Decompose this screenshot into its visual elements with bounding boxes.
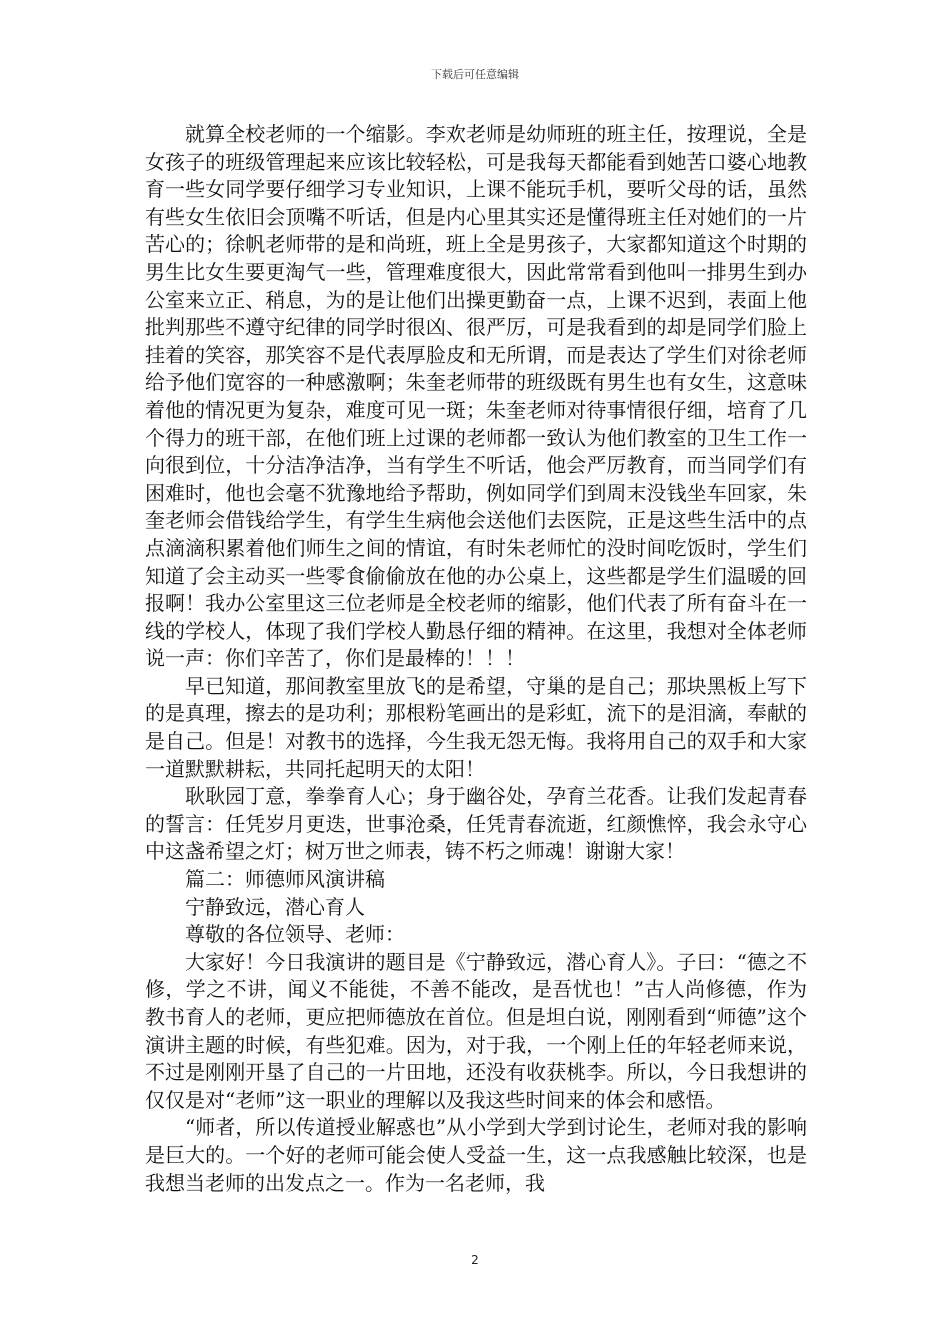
paragraph: 早已知道，那间教室里放飞的是希望，守巢的是自己；那块黑板上写下的是真理，擦去的是功利；那根粉笔画出的是彩虹，流下的是泪滴，奉献的是自己。但是！对教书的选择，今生我无怨无悔。我将用自己的双手和大家一道默默耕耘，共同托起明天的太阳！ xyxy=(145,673,807,781)
salutation: 尊敬的各位领导、老师： xyxy=(185,922,405,947)
section-title: 篇二：师德师风演讲稿 xyxy=(185,867,385,892)
page-number: 2 xyxy=(471,1253,479,1267)
paragraph: 就算全校老师的一个缩影。李欢老师是幼师班的班主任，按理说，全是女孩子的班级管理起来应该比较轻松，可是我每天都能看到她苦口婆心地教育一些女同学要仔细学习专业知识，上课不能玩手机，要听父母的话，虽然有些女生依旧会顶嘴不听话，但是内心里其实还是懂得班主任对她们的一片苦心的；徐帆老师带的是和尚班，班上全是男孩子，大家都知道这个时期的男生比女生要更淘气一些，管理难度很大，因此常常看到他叫一排男生到办公室来立正、稍息，为的是让他们出操更勤奋一点，上课不迟到，表面上他批判那些不遵守纪律的同学时很凶、很严厉，可是我看到的却是同学们脸上挂着的笑容，那笑容不是代表厚脸皮和无所谓，而是表达了学生们对徐老师给予他们宽容的一种感激啊；朱奎老师带的班级既有男生也有女生，这意味着他的情况更为复杂，难度可见一斑；朱奎老师对待事情很仔细，培育了几个得力的班干部，在他们班上过课的老师都一致认为他们教室的卫生工作一向很到位，十分洁净洁净，当有学生不听话，他会严厉教育，而当同学们有困难时，他也会毫不犹豫地给予帮助，例如同学们到周末没钱坐车回家，朱奎老师会借钱给学生，有学生生病他会送他们去医院，正是这些生活中的点点滴滴积累着他们师生之间的情谊，有时朱老师忙的没时间吃饭时，学生们知道了会主动买一些零食偷偷放在他的办公桌上，这些都是学生们温暖的回报啊！我办公室里这三位老师是全校老师的缩影，他们代表了所有奋斗在一线的学校人，体现了我们学校人勤恳仔细的精神。在这里，我想对全体老师说一声：你们辛苦了，你们是最棒的！！！ xyxy=(145,122,807,671)
paragraph: “师者，所以传道授业解惑也”从小学到大学到讨论生，老师对我的影响是巨大的。一个好的老师可能会使人受益一生，这一点我感触比较深，也是我想当老师的出发点之一。作为一名老师，我 xyxy=(145,1115,807,1195)
paragraph: 耿耿园丁意，拳拳育人心；身于幽谷处，孕育兰花香。让我们发起青春的誓言：任凭岁月更迭，世事沧桑，任凭青春流逝，红颜憔悴，我会永守心中这盏希望之灯；树万世之师表，铸不朽之师魂！谢谢大家！ xyxy=(145,784,807,864)
speech-title: 宁静致远，潜心育人 xyxy=(185,894,365,919)
document-body xyxy=(145,121,807,1197)
page-header: 下载后可任意编辑 xyxy=(431,68,519,81)
paragraph: 大家好！今日我演讲的题目是《宁静致远，潜心育人》。子曰：“德之不修，学之不讲，闻义不能徙，不善不能改，是吾忧也！”古人尚修德，作为教书育人的老师，更应把师德放在首位。但是坦白说，刚刚看到“师德”这个演讲主题的时候，有些犯难。因为，对于我，一个刚上任的年轻老师来说，不过是刚刚开垦了自己的一片田地，还没有收获桃李。所以，今日我想讲的仅仅是对“老师”这一职业的理解以及我这些时间来的体会和感悟。 xyxy=(145,949,807,1112)
